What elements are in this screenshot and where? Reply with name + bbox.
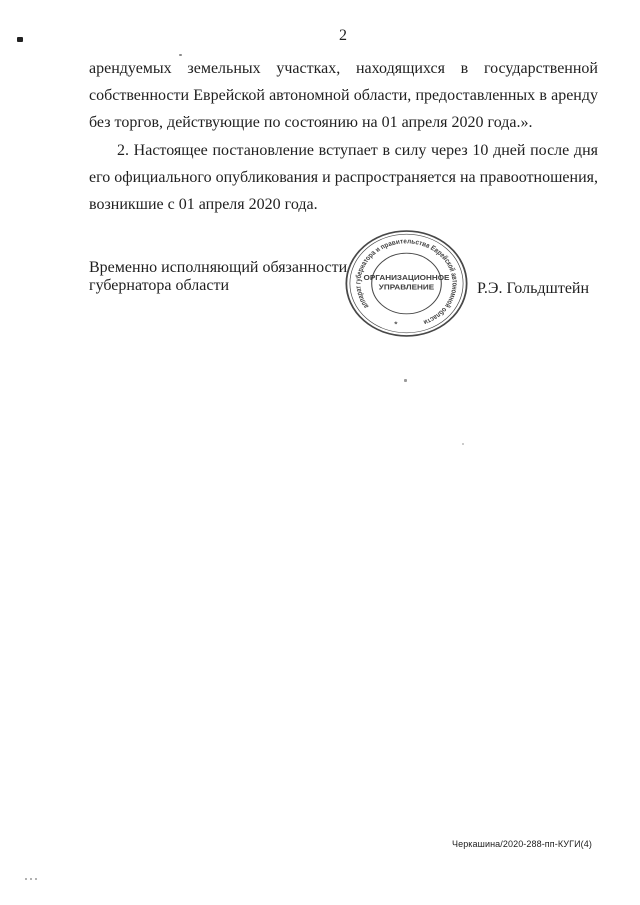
scan-artifact-speck [17, 37, 23, 42]
stamp-center-text-line-1: ОРГАНИЗАЦИОННОЕ [363, 273, 450, 282]
paragraph-1-line-3: без торгов, действующие по состоянию на 01 апреля 2020 года.». [89, 114, 533, 132]
page-number: 2 [339, 27, 347, 44]
paragraph-2-line-2: его официального опубликования и распространяется на правоотношения, [89, 168, 598, 186]
scan-artifact-speck [404, 379, 407, 382]
paragraph-1-line-1: арендуемых земельных участках, находящихся в государственной [89, 60, 598, 77]
paragraph-1-line-2: собственности Еврейской автономной области, предоставленных в аренду [89, 87, 598, 105]
scan-artifact-speck [462, 443, 464, 445]
official-stamp-seal [344, 229, 469, 338]
scan-artifact-dots [25, 878, 27, 880]
signature-name: Р.Э. Гольдштейн [477, 280, 590, 297]
body-text [89, 55, 598, 218]
paragraph-2-line-1: 2. Настоящее постановление вступает в силу через 10 дней после дня [117, 141, 598, 159]
stamp-center-text-line-2: УПРАВЛЕНИЕ [378, 283, 435, 292]
paragraph-2-line-3: возникшие с 01 апреля 2020 года. [89, 196, 318, 214]
signature-title [89, 259, 347, 295]
svg-text:аппарат губернатора и правител [353, 237, 460, 327]
scan-artifact-speck [179, 54, 182, 56]
stamp-ring-text: аппарат губернатора и правительства Еврейской автономной области [353, 236, 460, 328]
signature-title-line-1: Временно исполняющий обязанности [89, 259, 348, 276]
footer-reference: Черкашина/2020-288-пп-КУГИ(4) [452, 839, 592, 849]
stamp-separator-star: * [394, 320, 398, 329]
signature-title-line-2: губернатора области [89, 276, 229, 294]
